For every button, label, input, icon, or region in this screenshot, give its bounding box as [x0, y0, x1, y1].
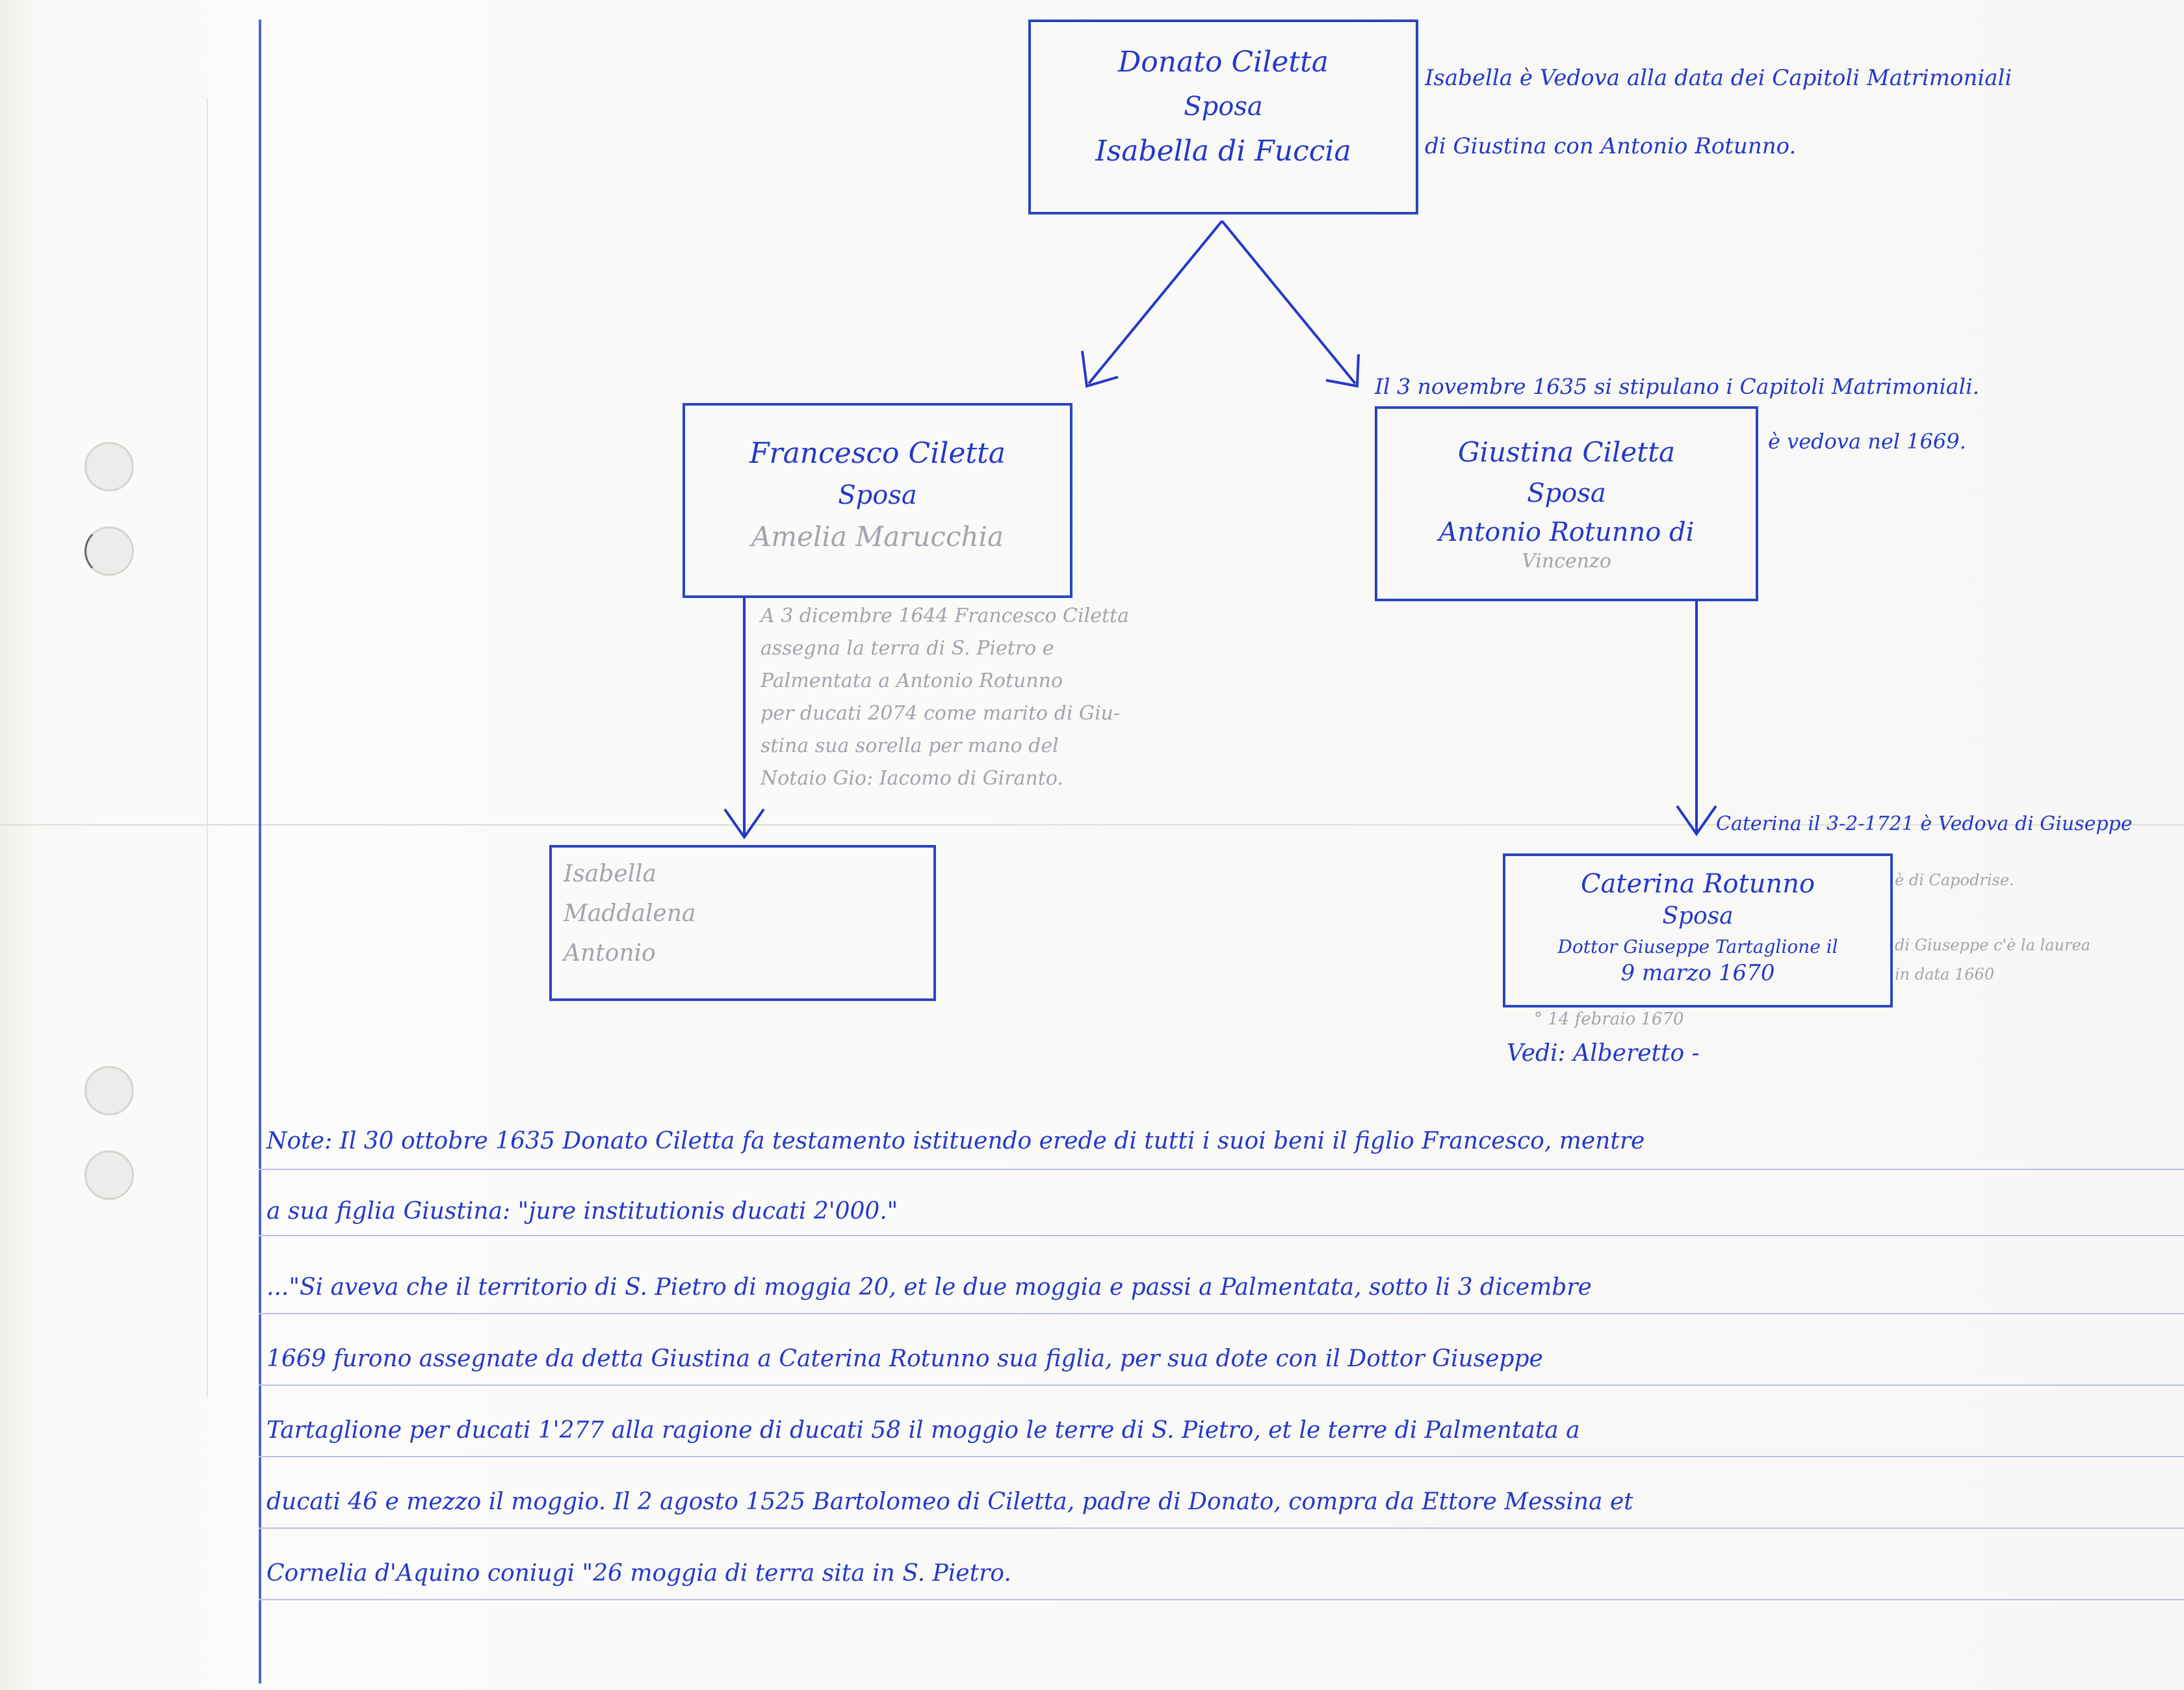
root-couple-box [1028, 20, 1418, 214]
giustina-note-line-1: Il 3 novembre 1635 si stipulano i Capitoli Matrimoniali. [1375, 374, 1980, 399]
caterina-spouse: Dottor Giuseppe Tartaglione il [1557, 936, 1838, 957]
pencil-note-line: assegna la terra di S. Pietro e [760, 637, 1054, 660]
note-line: a sua figlia Giustina: "jure institutionis ducati 2'000." [266, 1198, 898, 1225]
caterina-note-line-1: Caterina il 3-2-1721 è Vedova di Giuseppe [1716, 812, 2133, 835]
francesco-name: Francesco Ciletta [749, 437, 1006, 470]
root-name: Donato Ciletta [1118, 46, 1329, 79]
child-maddalena: Maddalena [564, 900, 696, 927]
note-line: Note: Il 30 ottobre 1635 Donato Ciletta fa testamento istituendo erede di tutti i suoi beni il figlio Francesco, mentre [266, 1128, 1645, 1154]
root-note-line-2: di Giustina con Antonio Rotunno. [1425, 133, 1797, 159]
caterina-side-note-1: è di Capodrise. [1895, 871, 2014, 889]
note-line: 1669 furono assegnate da detta Giustina a Caterina Rotunno sua figlia, per sua dote con il Dottor Giuseppe [266, 1346, 1543, 1372]
caterina-marriage-date: 9 marzo 1670 [1620, 960, 1775, 986]
pencil-note-line: A 3 dicembre 1644 Francesco Ciletta [760, 604, 1129, 627]
giustina-note-line-2: è vedova nel 1669. [1768, 429, 1966, 454]
caterina-relation: Sposa [1662, 903, 1734, 930]
caterina-couple-box [1503, 853, 1893, 1008]
caterina-name: Caterina Rotunno [1580, 869, 1815, 899]
note-line: Cornelia d'Aquino coniugi "26 moggia di terra sita in S. Pietro. [266, 1560, 1011, 1587]
root-spouse: Isabella di Fuccia [1095, 135, 1351, 168]
pencil-note-line: Notaio Gio: Iacomo di Giranto. [760, 767, 1063, 790]
pencil-note-line: Palmentata a Antonio Rotunno [760, 670, 1063, 692]
francesco-relation: Sposa [838, 480, 917, 510]
francesco-couple-box [682, 403, 1072, 598]
note-line: ..."Si aveva che il territorio di S. Pietro di moggia 20, et le due moggia e passi a Palmentata, sotto li 3 dicembre [266, 1274, 1592, 1301]
root-note-line-1: Isabella è Vedova alla data dei Capitoli Matrimoniali [1425, 65, 2012, 91]
giustina-spouse: Antonio Rotunno di [1438, 517, 1695, 547]
caterina-side-note-3: in data 1660 [1895, 965, 1995, 983]
francesco-children-box [549, 845, 936, 1001]
giustina-spouse-father: Vincenzo [1522, 550, 1611, 573]
child-antonio: Antonio [564, 940, 656, 967]
caterina-vedi: Vedi: Alberetto - [1507, 1040, 1700, 1067]
caterina-side-note-2: di Giuseppe c'è la laurea [1895, 936, 2090, 954]
giustina-name: Giustina Ciletta [1458, 436, 1675, 468]
francesco-spouse: Amelia Marucchia [751, 521, 1004, 552]
note-line: ducati 46 e mezzo il moggio. Il 2 agosto 1525 Bartolomeo di Ciletta, padre di Donato, compra da Ettore Messina et [266, 1488, 1633, 1515]
giustina-relation: Sposa [1527, 478, 1606, 508]
note-line: Tartaglione per ducati 1'277 alla ragione di ducati 58 il moggio le terre di S. Pietro, et le terre di Palmentata a [266, 1417, 1580, 1444]
giustina-couple-box [1375, 406, 1758, 601]
caterina-pencil-date: ° 14 febraio 1670 [1534, 1009, 1684, 1029]
root-relation: Sposa [1184, 92, 1263, 122]
pencil-note-line: per ducati 2074 come marito di Giu- [760, 702, 1120, 725]
child-isabella: Isabella [564, 861, 656, 887]
pencil-note-line: stina sua sorella per mano del [760, 734, 1059, 757]
